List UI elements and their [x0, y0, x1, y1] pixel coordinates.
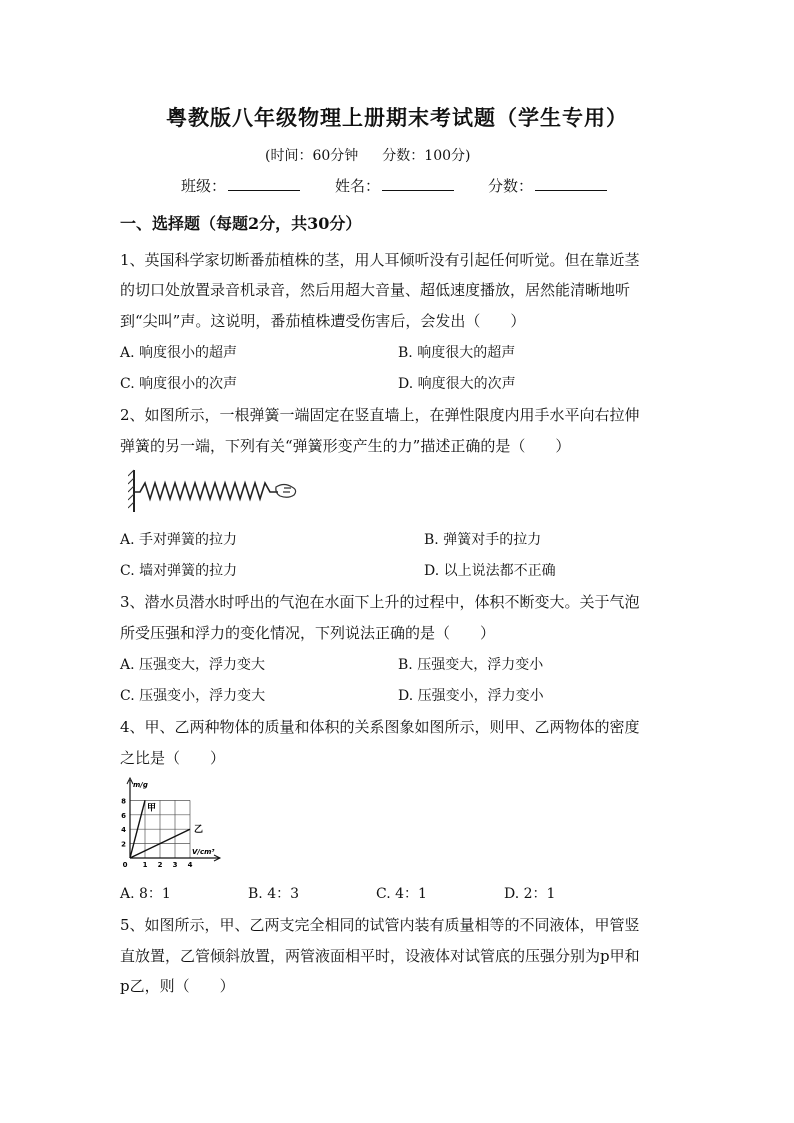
name-blank[interactable] [382, 176, 454, 191]
series-label: 甲 [147, 803, 157, 814]
name-field[interactable] [335, 175, 454, 196]
hand-icon [276, 485, 296, 498]
option-c[interactable]: C. 压强变小，浮力变大 [120, 688, 266, 704]
x-tick-label: 4 [187, 861, 193, 869]
mass-volume-graph [112, 776, 224, 872]
question-4-line: 4、甲、乙两种物体的质量和体积的关系图象如图所示，则甲、乙两物体的密度 [120, 718, 640, 736]
option-d[interactable]: D. 压强变小，浮力变小 [398, 688, 544, 704]
option-d[interactable]: D. 以上说法都不正确 [424, 563, 556, 579]
class-label: 班级： [181, 177, 227, 195]
question-5-line: 5、如图所示，甲、乙两支完全相同的试管内装有质量相等的不同液体，甲管竖 [120, 916, 640, 934]
y-tick-label: 8 [121, 797, 126, 806]
question-1-line: 的切口处放置录音机录音，然后用超大音量、超低速度播放，居然能清晰地听 [120, 281, 631, 299]
score-field[interactable] [488, 175, 607, 196]
option-c[interactable]: C. 4：1 [376, 886, 427, 902]
section-heading: 一、选择题（每题2分，共30分） [120, 214, 362, 233]
page-title: 粤教版八年级物理上册期末考试题（学生专用） [166, 105, 628, 130]
option-a[interactable]: A. 手对弹簧的拉力 [120, 532, 238, 548]
question-3-line: 所受压强和浮力的变化情况，下列说法正确的是（ ） [120, 624, 496, 642]
option-a[interactable]: A. 8：1 [120, 886, 171, 902]
x-tick-label: 2 [157, 861, 163, 869]
time-limit: (时间：60分钟 [265, 148, 359, 164]
x-tick-label: 1 [142, 861, 148, 869]
option-b[interactable]: B. 压强变大，浮力变小 [398, 657, 544, 673]
question-5-line: 直放置，乙管倾斜放置，两管液面相平时，设液体对试管底的压强分别为p甲和 [120, 947, 640, 965]
x-tick-label: 0 [122, 861, 128, 869]
y-tick-label: 6 [121, 811, 126, 820]
question-2-line: 2、如图所示，一根弹簧一端固定在竖直墙上，在弹性限度内用手水平向右拉伸 [120, 406, 640, 424]
question-4-line: 之比是（ ） [120, 749, 226, 767]
name-label: 姓名： [335, 177, 381, 195]
option-c[interactable]: C. 墙对弹簧的拉力 [120, 563, 238, 579]
total-score: 分数：100分) [382, 148, 471, 164]
option-b[interactable]: B. 弹簧对手的拉力 [424, 532, 542, 548]
spring-figure [128, 466, 303, 514]
y-axis-label: m/g [133, 781, 148, 789]
x-tick-label: 3 [172, 861, 178, 869]
series-label: 乙 [194, 825, 204, 836]
option-d[interactable]: D. 响度很大的次声 [398, 376, 516, 392]
option-b[interactable]: B. 响度很大的超声 [398, 345, 516, 361]
score-label: 分数： [488, 177, 534, 195]
question-1-line: 到“尖叫”声。这说明，番茄植株遭受伤害后，会发出（ ） [120, 312, 526, 330]
score-blank[interactable] [535, 176, 607, 191]
option-a[interactable]: A. 响度很小的超声 [120, 345, 238, 361]
x-axis-label: V/cm³ [192, 848, 215, 856]
option-b[interactable]: B. 4：3 [248, 886, 300, 902]
spring [134, 483, 278, 499]
question-3-line: 3、潜水员潜水时呼出的气泡在水面下上升的过程中，体积不断变大。关于气泡 [120, 593, 640, 611]
option-c[interactable]: C. 响度很小的次声 [120, 376, 238, 392]
question-5-line: p乙，则（ ） [120, 977, 235, 995]
class-blank[interactable] [228, 176, 300, 191]
class-field[interactable] [181, 175, 300, 196]
question-2-line: 弹簧的另一端，下列有关“弹簧形变产生的力”描述正确的是（ ） [120, 437, 571, 455]
exam-meta [265, 145, 494, 165]
question-1-line: 1、英国科学家切断番茄植株的茎，用人耳倾听没有引起任何听觉。但在靠近茎 [120, 251, 640, 269]
option-d[interactable]: D. 2：1 [504, 886, 556, 902]
option-a[interactable]: A. 压强变大，浮力变大 [120, 657, 266, 673]
y-tick-label: 4 [121, 826, 126, 835]
y-tick-label: 2 [121, 840, 126, 849]
